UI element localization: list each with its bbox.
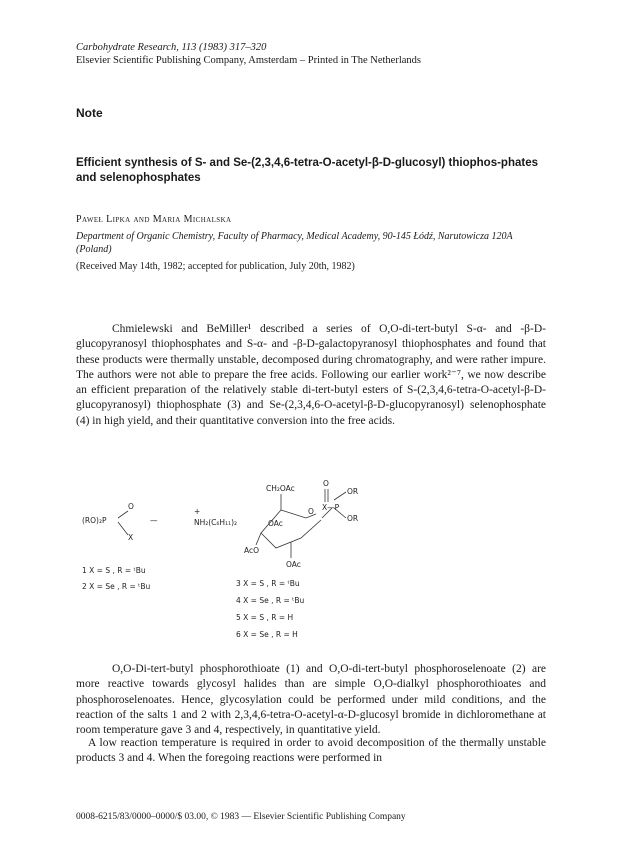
section-label: Note [76,106,103,120]
affiliation: Department of Organic Chemistry, Faculty of Pharmacy, Medical Academy, 90-145 Łódź, Narutowicza 120A (Poland) [76,231,513,255]
journal-citation: Carbohydrate Research, 113 (1983) 317–320 [76,42,267,53]
paragraph-intro: Chmielewski and BeMiller¹ described a series of O,O-di-tert-butyl S-α- and -β-D-glucopyranosyl thiophosphates and S-α- and -β-D-galactopyranosyl thiophosphates and found that these products were thermally unstable, decomposed during chromatography, and were rather impure. The authors were not able to prepare the free acids. Following our earlier work²⁻⁷, we now describe an efficient preparation of the relatively stable di-tert-butyl esters of S-(2,3,4,6-tetra-O-acetyl-β-D-glucopyranosyl) thiophosphate (3) and Se-(2,3,4,6-O-acetyl-β-D-glucopyranosyl) selenophosphate (4) in high yield, and their quantitative conversion into the free acids. [76,323,546,427]
compound-5: 5 X = S , R = H [236,613,294,622]
scheme-drawing [76,478,546,648]
p-bond-or1 [334,492,346,500]
salt-cation-label: NH₂(C₆H₁₁)₂ [194,518,238,527]
journal-header [76,41,421,67]
compound-3: 3 X = S , R = ᵗBu [236,579,300,588]
author-list: Paweł Lipka and Maria Michalska [76,214,232,225]
aco-label: AcO [244,546,260,555]
compound-1: 1 X = S , R = ᵗBu [82,566,146,575]
salt-bond-o [118,511,128,518]
ch2oac-label: CH₂OAc [266,484,295,493]
salt-oxygen-label: O [128,502,134,511]
copyright-footer: 0008-6215/83/0000–0000/$ 03.00, © 1983 — Elsevier Scientific Publishing Company [76,812,406,822]
salt-plus: + [194,507,201,516]
p-or1-label: OR [347,487,359,496]
oac-bottom-label: OAc [286,560,301,569]
salt-x-label: X [128,533,134,542]
compound-6: 6 X = Se , R = H [236,630,298,639]
article-title: Efficient synthesis of S- and Se-(2,3,4,6-tetra-O-acetyl-β-D-glucosyl) thiophos-phates and selenophosphates [76,157,538,184]
p-oxygen-label: O [323,479,329,488]
reaction-scheme [76,478,546,648]
compound-2: 2 X = Se , R = ᵗBu [82,582,151,591]
p-or2-label: OR [347,514,359,523]
paragraph-temperature: A low reaction temperature is required in order to avoid decomposition of the thermally unstable products 3 and 4. When the foregoing reactions were performed in [76,737,546,765]
compound-4: 4 X = Se , R = ᵗBu [236,596,305,605]
oac-ring-label: OAc [268,519,283,528]
ring-oxygen-label: O [308,507,314,516]
p-bond-or2 [334,508,346,518]
publisher-line: Elsevier Scientific Publishing Company, Amsterdam – Printed in The Netherlands [76,55,421,66]
received-date: (Received May 14th, 1982; accepted for publication, July 20th, 1982) [76,261,355,272]
paragraph-reactivity: O,O-Di-tert-butyl phosphorothioate (1) and O,O-di-tert-butyl phosphoroselenoate (2) are more reactive towards glycosyl halides than are simple O,O-dialkyl phosphorothioates and phosphoroselenoates. Hence, glycosylation could be performed under mild conditions, and the reaction of the salts 1 and 2 with 2,3,4,6-tetra-O-acetyl-α-D-glucosyl bromide in dichloromethane at room temperature gave 3 and 4, respectively, in quantitative yield. [76,663,546,737]
salt-minus: — [150,516,158,525]
salt-bond-x [118,522,128,535]
bond-c4 [256,533,261,545]
salt-phosphorus-label: (RO)₂P [82,516,107,525]
xp-label: X—P [322,503,340,512]
